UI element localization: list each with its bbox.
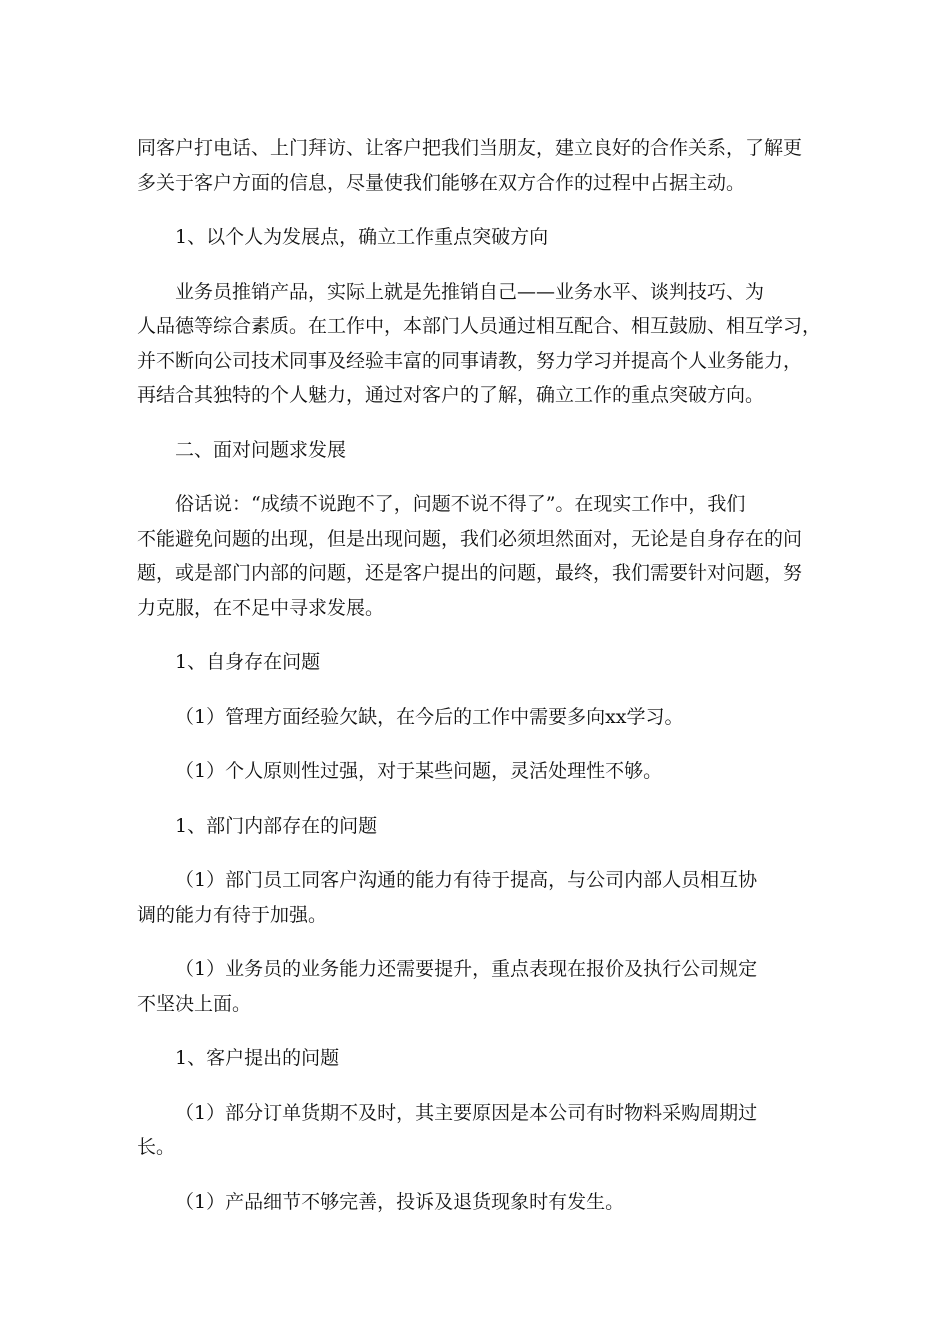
list-item [137,1185,817,1220]
text-line: 业务员推销产品，实际上就是先推销自己——业务水平、谈判技巧、为 [175,280,765,303]
text-line: （1）产品细节不够完善，投诉及退货现象时有发生。 [175,1190,625,1213]
text-line: 1、部门内部存在的问题 [175,814,378,837]
text-line: 二、面对问题求发展 [175,438,347,461]
list-item [137,952,817,1021]
section-heading [137,220,817,255]
text-line: 俗话说：“成绩不说跑不了，问题不说不得了”。在现实工作中，我们 [175,493,746,515]
paragraph [137,275,822,413]
text-line: （1）部分订单货期不及时，其主要原因是本公司有时物料采购周期过 [175,1101,758,1124]
section-heading [137,645,817,680]
section-heading [137,1041,817,1076]
list-item [137,1096,817,1165]
text-line: 多关于客户方面的信息，尽量使我们能够在双方合作的过程中占据主动。 [137,171,746,194]
text-line: 调的能力有待于加强。 [137,903,328,926]
text-line: （1）部门员工同客户沟通的能力有待于提高，与公司内部人员相互协 [175,869,758,891]
text-line: 题，或是部门内部的问题，还是客户提出的问题，最终，我们需要针对问题，努 [137,562,803,584]
text-line: 同客户打电话、上门拜访、让客户把我们当朋友，建立良好的合作关系，了解更 [137,137,803,159]
text-line: 力克服，在不足中寻求发展。 [137,596,385,619]
text-line: 1、以个人为发展点，确立工作重点突破方向 [175,226,549,248]
paragraph [137,131,817,200]
text-line: 并不断向公司技术同事及经验丰富的同事请教，努力学习并提高个人业务能力， [137,349,803,372]
text-line: 人品德等综合素质。在工作中，本部门人员通过相互配合、相互鼓励、相互学习， [137,315,822,337]
text-line: （1）个人原则性过强，对于某些问题，灵活处理性不够。 [175,760,663,782]
text-line: 长。 [137,1136,176,1158]
section-heading [137,809,817,844]
text-line: （1）管理方面经验欠缺，在今后的工作中需要多向xx学习。 [175,705,684,728]
list-item [137,863,817,932]
section-heading [137,433,817,468]
list-item [137,754,817,789]
document-body [137,131,822,1239]
text-line: 不坚决上面。 [137,992,252,1015]
paragraph [137,487,817,625]
text-line: 再结合其独特的个人魅力，通过对客户的了解，确立工作的重点突破方向。 [137,384,765,406]
text-line: 1、自身存在问题 [175,651,321,673]
text-line: （1）业务员的业务能力还需要提升，重点表现在报价及执行公司规定 [175,958,758,980]
text-line: 不能避免问题的出现，但是出现问题，我们必须坦然面对，无论是自身存在的问 [137,527,803,550]
list-item [137,700,817,735]
text-line: 1、客户提出的问题 [175,1047,340,1069]
